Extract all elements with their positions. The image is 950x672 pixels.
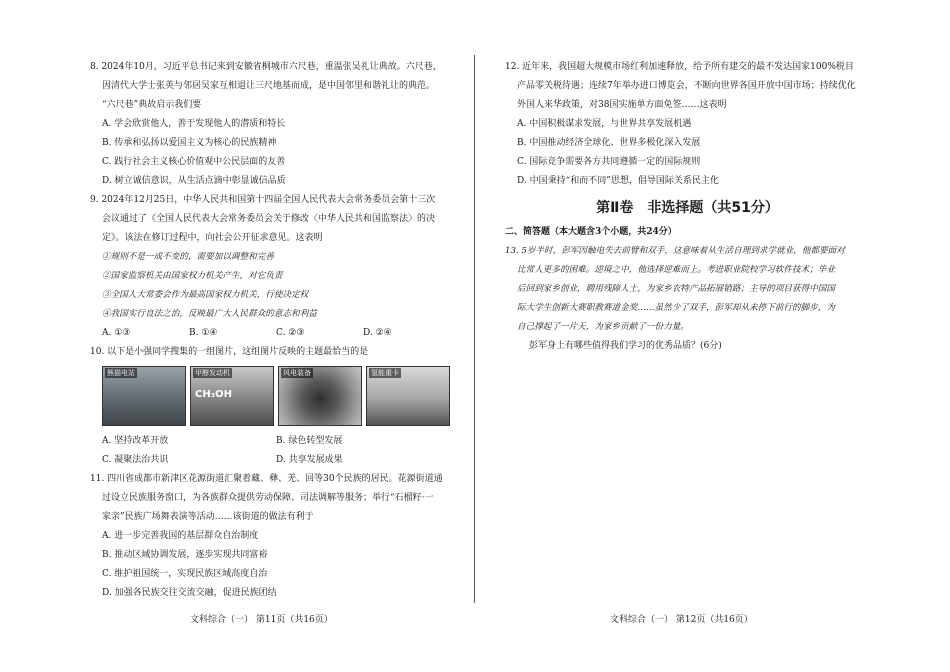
q10-stem: 10. 以下是小强同学搜集的一组图片，这组图片反映的主题最恰当的是: [90, 347, 369, 357]
q9-statement-1: ①规则不是一成不变的，需要加以调整和完善: [102, 252, 274, 262]
q12-option-c: C. 国际竞争需要各方共同遵循一定的国际规则: [517, 157, 701, 167]
question-11: [90, 470, 450, 603]
q13-text-line: 13. 5岁半时，彭军因触电失去前臂和双手，这意味着从生活自理到求学就业，他都要面对: [505, 246, 845, 256]
q10-option-b: B. 绿色转型发展: [276, 436, 343, 446]
photo-label: 甲醇发动机: [195, 369, 230, 377]
q12-stem-line: 12. 近年来，我国超大规模市场红利加速释放，给予所有建交的最不发达国家100%税目: [505, 62, 854, 72]
q11-stem-line: 11. 四川省成都市新津区花源街道汇聚着藏、彝、羌、回等30个民族的居民。花源街道通: [90, 474, 443, 484]
q8-stem-line: 因清代大学士张英与邻居吴家互相退让三尺地基而成，是中国邻里和谐礼让的典范。: [102, 81, 436, 91]
q9-option-c: C. ②③: [276, 328, 305, 338]
q10-option-a: A. 坚持改革开放: [102, 436, 169, 446]
question-13: [505, 242, 870, 356]
question-8: [90, 58, 450, 191]
question-9: [90, 191, 450, 343]
q11-option-a: A. 进一步完善我国的基层群众自治制度: [102, 531, 259, 541]
right-column: [505, 58, 870, 356]
photo-panda-power-station: [102, 366, 186, 426]
q13-text-line: 比常人更多的困难。逆境之中，他选择逆难而上。考进职业院校学习软件技术；毕业: [517, 265, 835, 275]
q12-stem-line: 产品零关税待遇；连续7年举办进口博览会，不断向世界各国开放中国市场；持续优化: [517, 81, 856, 91]
q10-option-c: C. 凝聚法治共识: [102, 455, 169, 465]
left-column: [90, 58, 450, 603]
q10-option-d: D. 共享发展成果: [276, 455, 343, 465]
q9-stem-line: 会议通过了《全国人民代表大会常务委员会关于修改〈中华人民共和国监察法〉的决: [102, 214, 436, 224]
q9-statement-3: ③全国人大常委会作为最高国家权力机关，行使决定权: [102, 290, 309, 300]
photo-label: 熊猫电站: [107, 369, 135, 377]
q9-statement-4: ④我国实行良法之治，反映最广大人民群众的意志和利益: [102, 309, 317, 319]
q8-option-c: C. 践行社会主义核心价值观中公民层面的友善: [102, 157, 286, 167]
q9-option-d: D. ②④: [363, 328, 392, 338]
photo-wind-power-equipment: [278, 366, 362, 426]
photo-label: 风电装备: [283, 369, 311, 377]
q8-option-d: D. 树立诚信意识，从生活点滴中彰显诚信品质: [102, 176, 286, 186]
q8-stem-line: 8. 2024年10月，习近平总书记来到安徽省桐城市六尺巷，重温张吴礼让典故。六尺巷，: [90, 62, 442, 72]
q9-option-a: A. ①③: [102, 328, 131, 338]
q11-option-b: B. 推动区域协调发展，逐步实现共同富裕: [102, 550, 268, 560]
q12-option-d: D. 中国秉持“和而不同”思想，倡导国际关系民主化: [517, 176, 719, 186]
section-title: 第Ⅱ卷 非选择题（共51分）: [596, 200, 779, 216]
q8-option-b: B. 传承和弘扬以爱国主义为核心的民族精神: [102, 138, 277, 148]
q13-prompt: 彭军身上有哪些值得我们学习的优秀品质？(6分): [529, 341, 722, 351]
q12-stem-line: 外国人来华政策，对38国实施单方面免签……这表明: [517, 100, 727, 110]
photo-methanol-engine: [190, 366, 274, 426]
q10-photo-row: [102, 366, 450, 426]
q9-option-b: B. ①④: [189, 328, 218, 338]
photo-hydrogen-truck: [366, 366, 450, 426]
photo-label: 氢能重卡: [371, 369, 399, 377]
page-footer-left: 文科综合（一） 第11页（共16页）: [190, 615, 333, 625]
column-divider: [474, 55, 475, 603]
q10-options-row-2: [102, 451, 450, 470]
q13-text-line: 际大学生创新大赛职教赛道金奖……虽然少了双手，彭军却从未停下前行的脚步，为: [517, 303, 835, 313]
q12-option-a: A. 中国积极谋求发展，与世界共享发展机遇: [517, 119, 692, 129]
q10-options-row-1: [102, 432, 450, 451]
q11-option-d: D. 加强各民族交往交流交融，促进民族团结: [102, 588, 277, 598]
q9-stem-line: 9. 2024年12月25日，中华人民共和国第十四届全国人民代表大会常务委员会第十三次: [90, 195, 436, 205]
question-12: [505, 58, 870, 191]
q13-text-line: 自己撑起了一片天，为家乡贡献了一份力量。: [517, 322, 689, 332]
q8-stem-line: “六尺巷”典故启示我们要: [102, 100, 202, 110]
photo-formula: CH₃OH: [195, 389, 232, 400]
q9-statement-2: ②国家监察机关由国家权力机关产生，对它负责: [102, 271, 283, 281]
q11-stem-line: 过设立民族服务窗口，为各族群众提供劳动保障、司法调解等服务；举行“石榴籽·一: [102, 493, 434, 503]
q11-stem-line: 家亲”民族广场舞表演等活动……该街道的做法有利于: [102, 512, 314, 522]
page-footer-right: 文科综合（一） 第12页（共16页）: [610, 615, 753, 625]
q12-option-b: B. 中国推动经济全球化、世界多极化深入发展: [517, 138, 701, 148]
q13-text-line: 后回到家乡创业，聘用残障人士，为家乡农特产品拓展销路；主导的项目获得中国国: [517, 284, 835, 294]
q11-option-c: C. 维护祖国统一，实现民族区域高度自治: [102, 569, 268, 579]
question-10: [90, 343, 450, 470]
q9-stem-line: 定》。该法在修订过程中，向社会公开征求意见。这表明: [102, 233, 323, 243]
q8-option-a: A. 学会欣赏他人，善于发现他人的潜质和特长: [102, 119, 286, 129]
section-subheading: 二、简答题（本大题含3个小题，共24分）: [505, 227, 677, 237]
q9-options: [102, 324, 450, 343]
